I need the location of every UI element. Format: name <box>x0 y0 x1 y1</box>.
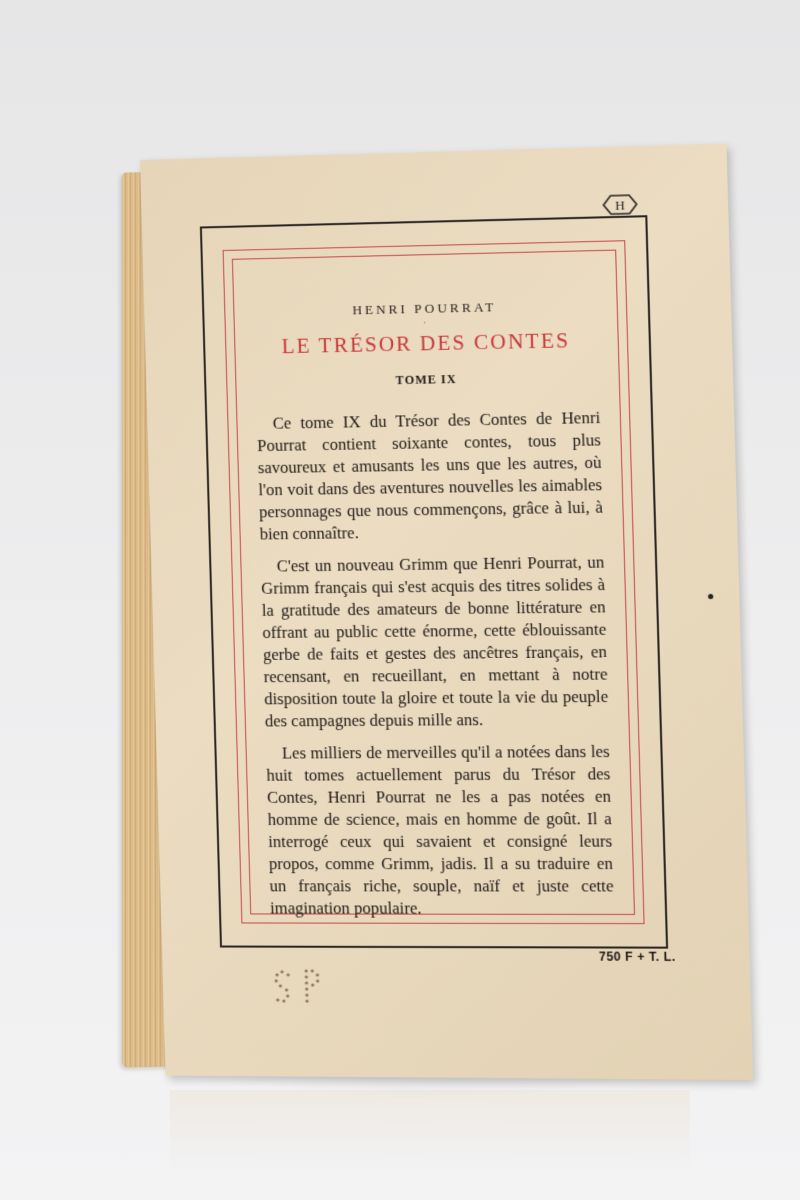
perforated-sp-stamp <box>268 966 330 1009</box>
outer-frame <box>200 215 668 949</box>
red-frame <box>223 240 645 924</box>
cover-paper <box>140 144 753 1080</box>
surface-reflection <box>170 1090 690 1170</box>
publisher-logo-letter: H <box>614 197 626 213</box>
cover-content <box>253 283 614 918</box>
blurb-paragraph-1: Ce tome IX du Trésor des Contes de Henri Pourrat contient soixante contes, tous plus savoureux et amusants les uns que les autres, où l'on voit dans des aventures nouvelles les aimables personnages que nous commençons, grâce à lui, à bien connaître. <box>256 407 604 544</box>
volume-label: TOME IX <box>395 371 457 388</box>
book-title: LE TRÉSOR DES CONTES <box>281 327 571 359</box>
blurb-paragraph-3: Les milliers de merveilles qu'il a notées dans les huit tomes actuellement parus du Trésor des Contes, Henri Pourrat ne les a pas notées en homme de science, mais en homme de goût. Il a interrogé ceux qui savaient et consigné leurs propos, comme Grimm, jadis. Il a su traduire en un français riche, souple, naïf et juste cette imagination populaire. <box>266 741 614 918</box>
ornament-dot: · <box>422 317 427 330</box>
price-label: 750 F + T. L. <box>598 949 677 965</box>
author-name: HENRI POURRAT <box>352 299 497 318</box>
publisher-logo-icon <box>600 193 640 216</box>
book-back-cover <box>140 144 753 1080</box>
perforation-text: S P <box>267 965 270 967</box>
margin-dot <box>708 594 713 599</box>
blurb <box>256 407 614 920</box>
blurb-paragraph-2: C'est un nouveau Grimm que Henri Pourrat, un Grimm français qui s'est acquis des titres solides à la gratitude des amateurs de bonne littérature en offrant au public cette énorme, cette éblouissante gerbe de faits et gestes des ancêtres français, en recensant, en recueillant, en mettant à notre disposition toute la gloire et toute la vie du peuple des campagnes depuis mille ans. <box>260 552 609 731</box>
